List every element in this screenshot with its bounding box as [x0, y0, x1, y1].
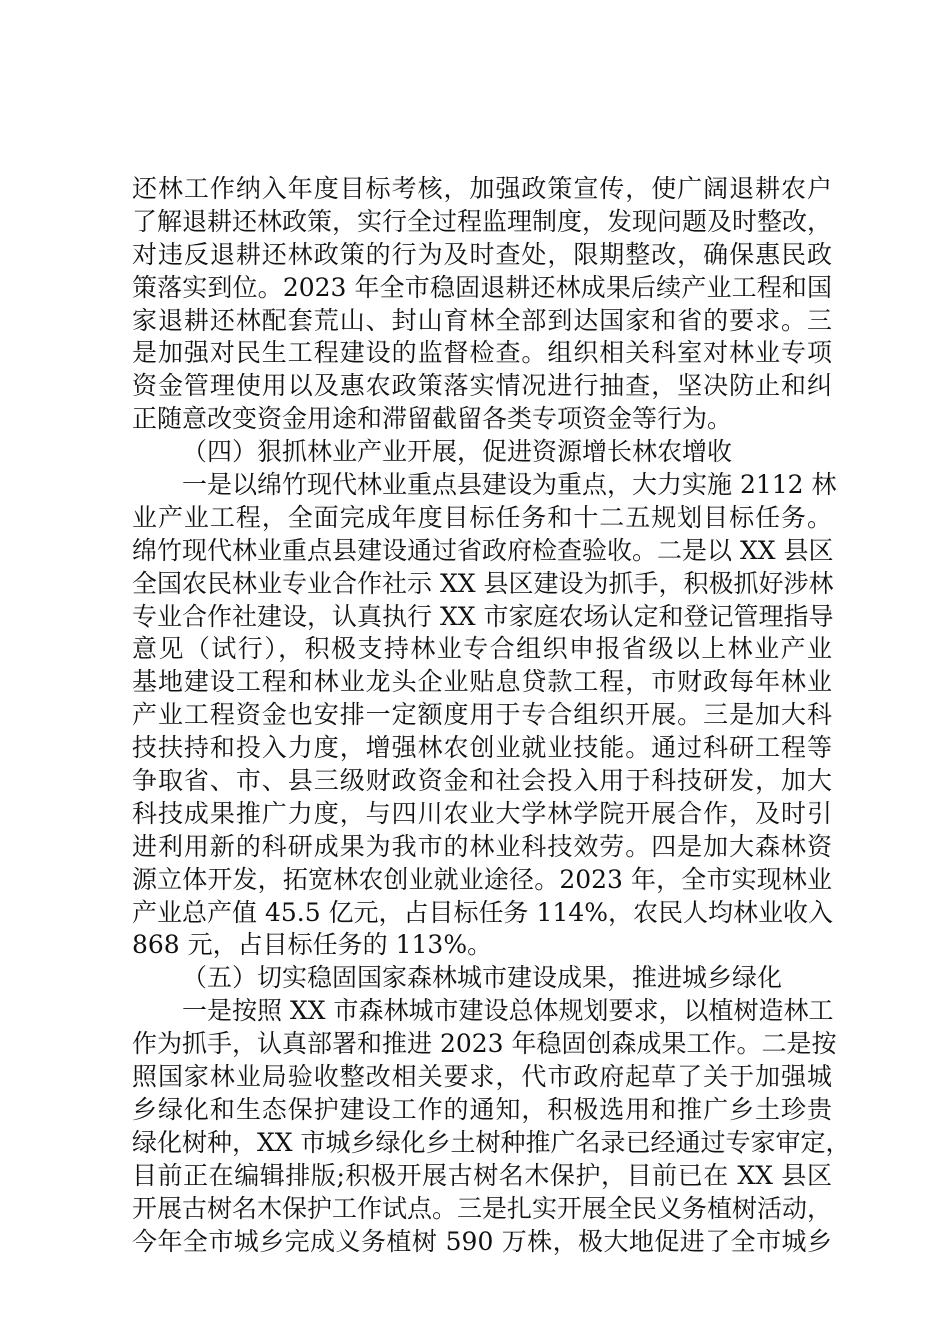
text-line: 资金管理使用以及惠农政策落实情况进行抽查，坚决防止和纠 — [132, 371, 832, 401]
text-line: 全国农民林业专业合作社示 XX 县区建设为抓手，积极抓好涉林 — [132, 568, 834, 598]
text-line: 一是按照 XX 市森林城市建设总体规划要求，以植树造林工 — [182, 996, 834, 1026]
text-line: 进利用新的科研成果为我市的林业科技效劳。四是加大森林资 — [132, 831, 832, 861]
text-line: 绵竹现代林业重点县建设通过省政府检查验收。二是以 XX 县区 — [132, 535, 834, 565]
text-line: 开展古树名木保护工作试点。三是扎实开展全民义务植树活动， — [132, 1193, 833, 1223]
text-line: 一是以绵竹现代林业重点县建设为重点，大力实施 2112 林 — [182, 470, 837, 500]
text-line: 绿化树种，XX 市城乡绿化乡土树种推广名录已经通过专家审定， — [132, 1127, 851, 1157]
text-line: 是加强对民生工程建设的监督检查。组织相关科室对林业专项 — [132, 338, 832, 368]
text-line: 目前正在编辑排版;积极开展古树名木保护，目前已在 XX 县区 — [132, 1160, 832, 1190]
section-heading-5 — [132, 962, 832, 995]
text-line: 家退耕还林配套荒山、封山育林全部到达国家和省的要求。三 — [132, 305, 832, 335]
text-line: 了解退耕还林政策，实行全过程监理制度，发现问题及时整改， — [132, 206, 833, 236]
text-line: 对违反退耕还林政策的行为及时查处，限期整改，确保惠民政 — [132, 239, 832, 269]
text-line: 意见（试行），积极支持林业专合组织申报省级以上林业产业 — [132, 634, 832, 664]
section-heading-4 — [132, 436, 832, 469]
text-line: 争取省、市、县三级财政资金和社会投入用于科技研发，加大 — [132, 766, 832, 796]
text-line: 技扶持和投入力度，增强林农创业就业技能。通过科研工程等 — [132, 733, 832, 763]
text-line: 还林工作纳入年度目标考核，加强政策宣传，使广阔退耕农户 — [132, 174, 832, 203]
text-line: 业产业工程，全面完成年度目标任务和十二五规划目标任务。 — [132, 502, 832, 532]
text-line: 科技成果推广力度，与四川农业大学林学院开展合作，及时引 — [132, 798, 832, 828]
text-line: 策落实到位。2023 年全市稳固退耕还林成果后续产业工程和国 — [132, 272, 832, 302]
paragraph-greening — [132, 995, 851, 1258]
text-line: 产业工程资金也安排一定额度用于专合组织开展。三是加大科 — [132, 700, 832, 730]
text-line: 源立体开发，拓宽林农创业就业途径。2023 年，全市实现林业 — [132, 864, 832, 894]
text-line: 专业合作社建设，认真执行 XX 市家庭农场认定和登记管理指导 — [132, 601, 834, 631]
heading-text: （五）切实稳固国家森林城市建设成果，推进城乡绿化 — [182, 963, 783, 993]
document-body — [132, 173, 851, 1258]
text-line: 作为抓手，认真部署和推进 2023 年稳固创森成果工作。二是按 — [132, 1029, 837, 1059]
paragraph-industry — [132, 469, 837, 962]
paragraph-continuation — [132, 173, 832, 436]
heading-text: （四）狠抓林业产业开展，促进资源增长林农增收 — [182, 437, 733, 467]
text-line: 乡绿化和生态保护建设工作的通知，积极选用和推广乡土珍贵 — [132, 1094, 832, 1124]
text-line: 产业总产值 45.5 亿元，占目标任务 114%，农民人均林业收入 — [132, 897, 833, 927]
text-line: 基地建设工程和林业龙头企业贴息贷款工程，市财政每年林业 — [132, 667, 832, 697]
text-line: 868 元，占目标任务的 113%。 — [132, 930, 493, 960]
text-line: 正随意改变资金用途和滞留截留各类专项资金等行为。 — [132, 404, 733, 434]
text-line: 照国家林业局验收整改相关要求，代市政府起草了关于加强城 — [132, 1062, 832, 1092]
text-line: 今年全市城乡完成义务植树 590 万株，极大地促进了全市城乡 — [132, 1226, 832, 1256]
